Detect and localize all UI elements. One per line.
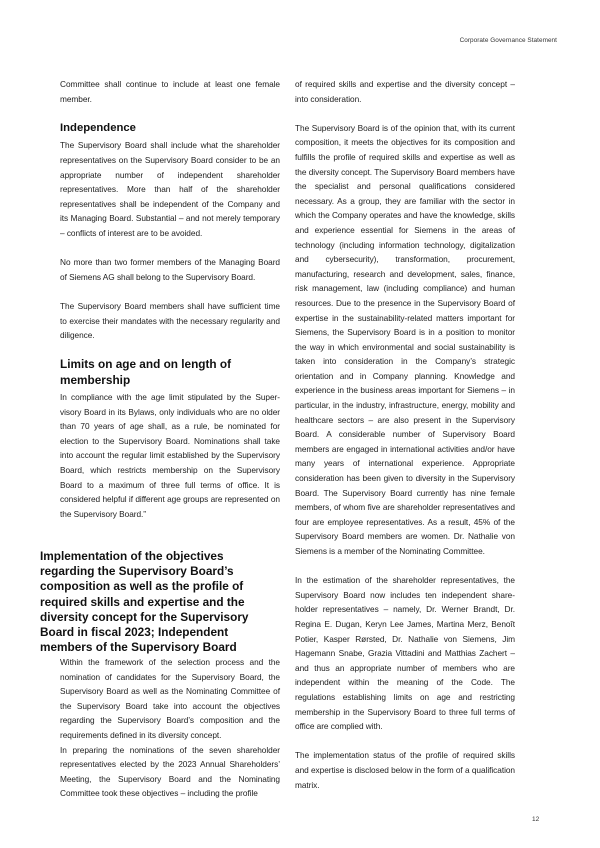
page-number: 12	[532, 816, 540, 823]
body-paragraph: The Supervisory Board is of the opinion that, with its current composition, it meets the objectives for its composition and fulfills the profile of required skills and expertise as well as the diversity concept. The Supervisory Board members have the specialist and personal qualifications considered necessary. As a group, they are familiar with the sector in which the Company operates and have the knowledge, skills and experience essential for Siemens in the areas of technology (including information technology, digitalization and cybersecurity), transformation, procurement, manufacturing, research and development, sales, finance, risk management, law (including compliance) and human resources. Due to the presence in the Supervisory Board of expertise in the sustainability-related matters important for Siemens, the Supervisory Board is in a position to monitor the way in which environmental and social sustainability is taken into consideration in the Company’s strategic orientation and in Company planning. Knowledge and experience in the business areas important for Siemens – in particular, in the industry, infrastructure, energy, mobility and healthcare sectors – are also present in the Supervisory Board. A considerable number of Supervisory Board members are engaged in international activities and/or have many years of international experience. Appropriate consideration has been given to diversity in the Supervisory Board. The Supervisory Board currently has nine female members, of whom five are shareholder representatives and four are employee representatives. As a result, 45% of the Supervisory Board members are women. Dr. Nathalie von Siemens is a member of the Nominating Committee.	[295, 122, 515, 556]
independence-paragraph: No more than two former members of the Managing Board of Siemens AG shall belong to the Supervisory Board.	[60, 257, 280, 282]
implementation-paragraph: Within the framework of the selection process and the nomination of candidates for the Supervisory Board, the Supervisory Board as well as the Nominating Committee of the Supervisory Board take into account the objectives regarding the Supervisory Board’s composition and the requirements defined in its diversity concept.	[60, 657, 280, 740]
body-paragraph: of required skills and expertise and the diversity concept – into consideration.	[295, 79, 515, 104]
implementation-heading: Implementation of the objectives regarding the Supervisory Board’s composition as well as the profile of required skills and expertise and the diversity concept for the Supervisory Board in fiscal 2023; Independent members of the Supervisory Board	[40, 549, 249, 655]
implementation-body	[60, 655, 280, 801]
independence-paragraph: The Supervisory Board shall include what the shareholder representatives on the Supervisory Board consider to be an appropriate number of independent shareholder representatives. More than half of the shareholder representatives shall be independent of the Company and its Managing Board. Substantial – and not merely temporary – conflicts of interest are to be avoided.	[60, 140, 280, 238]
independence-paragraph: The Supervisory Board members shall have sufficient time to exercise their mandates with the necessary regularity and diligence.	[60, 300, 280, 341]
running-header: Corporate Governance Statement	[459, 37, 557, 44]
limits-heading: Limits on age and on length of membership	[60, 357, 232, 387]
independence-heading: Independence	[60, 121, 136, 134]
body-paragraph: In the estimation of the shareholder representatives, the Supervisory Board now includes ten independent shareholder representatives – namely, Dr. Werner Brandt, Dr. Regina E. Dugan, Keryn Lee James, Martina Merz, Benoît Potier, Kasper Rørsted, Dr. Nathalie von Siemens, Jim Hagemann Snabe, Grazia Vittadini and Matthias Zachert – and thus an appropriate number of members who are independent within the meaning of the Code. The regulations establishing limits on age and restricting membership in the Supervisory Board to three full terms of office are complied with.	[295, 575, 515, 732]
intro-paragraph: Committee shall continue to include at least one female member.	[60, 79, 280, 104]
right-column	[295, 77, 515, 792]
body-paragraph: The implementation status of the profile of required skills and expertise is disclosed below in the form of a qualification matrix.	[295, 750, 515, 790]
left-column	[60, 77, 280, 521]
limits-paragraph: In compliance with the age limit stipulated by the Supervisory Board in its Bylaws, only individuals who are no older than 70 years of age shall, as a rule, be nominated for election to the Supervisory Board. Nominations shall take into account the regular limit established by the Supervisory Board, which restricts membership on the Supervisory Board to a maximum of three full terms of office. It is considered helpful if different age groups are represented on the Supervisory Board.”	[60, 392, 280, 519]
implementation-paragraph: In preparing the nominations of the seven shareholder representatives elected by the 2023 Annual Shareholders’ Meeting, the Supervisory Board and the Nominating Committee took these objectives – including the profile	[60, 744, 280, 799]
